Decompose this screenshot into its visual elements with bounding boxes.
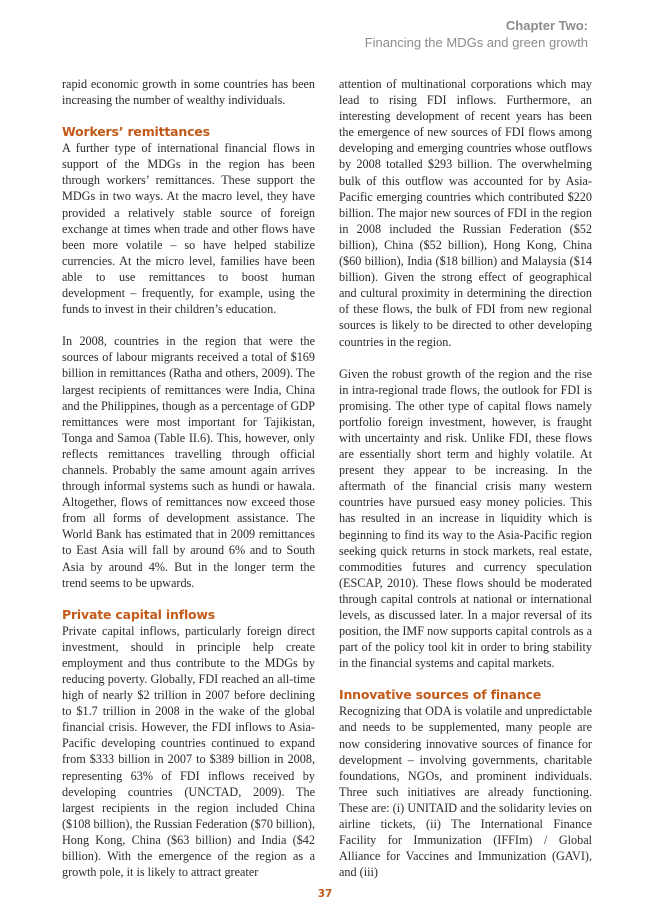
- right-column: [339, 76, 592, 880]
- section-heading-innovative: Innovative sources of finance: [339, 687, 542, 703]
- paragraph: In 2008, countries in the region that were the sources of labour migrants received a total of $169 billion in remittances (Ratha and others, 2009). The largest recipients of remittances were India, China and the Philippines, though as a percentage of GDP remittances were most important for Tajikistan, Tonga and Samoa (Table II.6). This, however, only reflects remittances travelling through official channels. Probably the same amount again arrives through informal systems such as hundi or hawala. Altogether, flows of remittances now exceed those from all forms of development assistance. The World Bank has estimated that in 2009 remittances to East Asia will fall by around 6% and to South Asia by around 4%. But in the longer term the trend seems to be upwards.: [62, 334, 315, 590]
- paragraph: A further type of international financial flows in support of the MDGs in the region has been through workers’ remittances. These support the MDGs in two ways. At the macro level, they have provided a relatively stable source of foreign exchange at times when trade and other flows have been more volatile – so have helped stabilize currencies. At the micro level, families have been able to use remittances to boost human development – frequently, for example, using the funds to invest in their children’s education.: [62, 141, 315, 317]
- section-heading-private-capital: Private capital inflows: [62, 606, 216, 622]
- section-heading-remittances: Workers’ remittances: [62, 124, 210, 140]
- paragraph: Given the robust growth of the region and the rise in intra-regional trade flows, the outlook for FDI is promising. The other type of capital flows namely portfolio foreign investment, however, is fraught with uncertainty and risk. Unlike FDI, these flows are essentially short term and highly volatile. At present they appear to be increasing. In the aftermath of the financial crisis many western countries have pursued easy money policies. This has resulted in an increase in liquidity which is beginning to find its way to the Asia-Pacific region seeking quick returns in stock markets, real estate, commodities futures and currency speculation (ESCAP, 2010). These flows should be moderated through capital controls at national or international levels, as discussed later. In a major reversal of its position, the IMF now supports capital controls as a part of the policy tool kit in order to bring stability in the financial systems and capital markets.: [339, 366, 592, 671]
- paragraph: Private capital inflows, particularly foreign direct investment, should in principle help create employment and thus contribute to the MDGs by reducing poverty. Globally, FDI reached an all-time high of nearly $2 trillion in 2007 before declining to $1.7 trillion in 2008 in the wake of the global financial crisis. However, the FDI inflows to Asia-Pacific developing countries continued to expand from $333 billion in 2007 to $389 billion in 2008, representing 63% of FDI inflows received by developing countries (UNCTAD, 2009). The largest recipients in the region included China ($108 billion), the Russian Federation ($70 billion), Hong Kong, China ($63 billion) and India ($42 billion). With the emergence of the region as a growth pole, it is likely to attract greater: [62, 623, 315, 880]
- chapter-title: Financing the MDGs and green growth: [364, 35, 588, 50]
- paragraph: attention of multinational corporations which may lead to rising FDI inflows. Furthermore, an interesting development of recent years has been the emergence of new sources of FDI flows among developing and emerging countries whose outflows by 2008 totalled $293 billion. The overwhelming bulk of this outflow was accounted for by Asia-Pacific emerging countries which contributed $220 billion. The major new sources of FDI in the region in 2008 included the Russian Federation ($52 billion), China ($52 billion), Hong Kong, China ($60 billion), India ($18 billion) and Malaysia ($14 billion). Given the strong effect of geographical and cultural proximity in determining the direction of these flows, the bulk of FDI from new regional sources is likely to be directed to other developing countries in the region.: [339, 77, 592, 349]
- left-column: [62, 76, 315, 880]
- paragraph: rapid economic growth in some countries has been increasing the number of wealthy individuals.: [62, 77, 315, 108]
- chapter-label: Chapter Two:: [505, 18, 588, 33]
- paragraph: Recognizing that ODA is volatile and unpredictable and needs to be supplemented, many people are now considering innovative sources of finance for development – involving governments, charitable foundations, NGOs, and prominent individuals. Three such initiatives are already functioning. These are: (i) UNITAID and the solidarity levies on airline tickets, (ii) The International Finance Facility for Immunization (IFFIm) / Global Alliance for Vaccines and Immunization (GAVI), and (iii): [339, 704, 592, 880]
- page-number: 37: [317, 888, 333, 900]
- running-header: [365, 18, 588, 51]
